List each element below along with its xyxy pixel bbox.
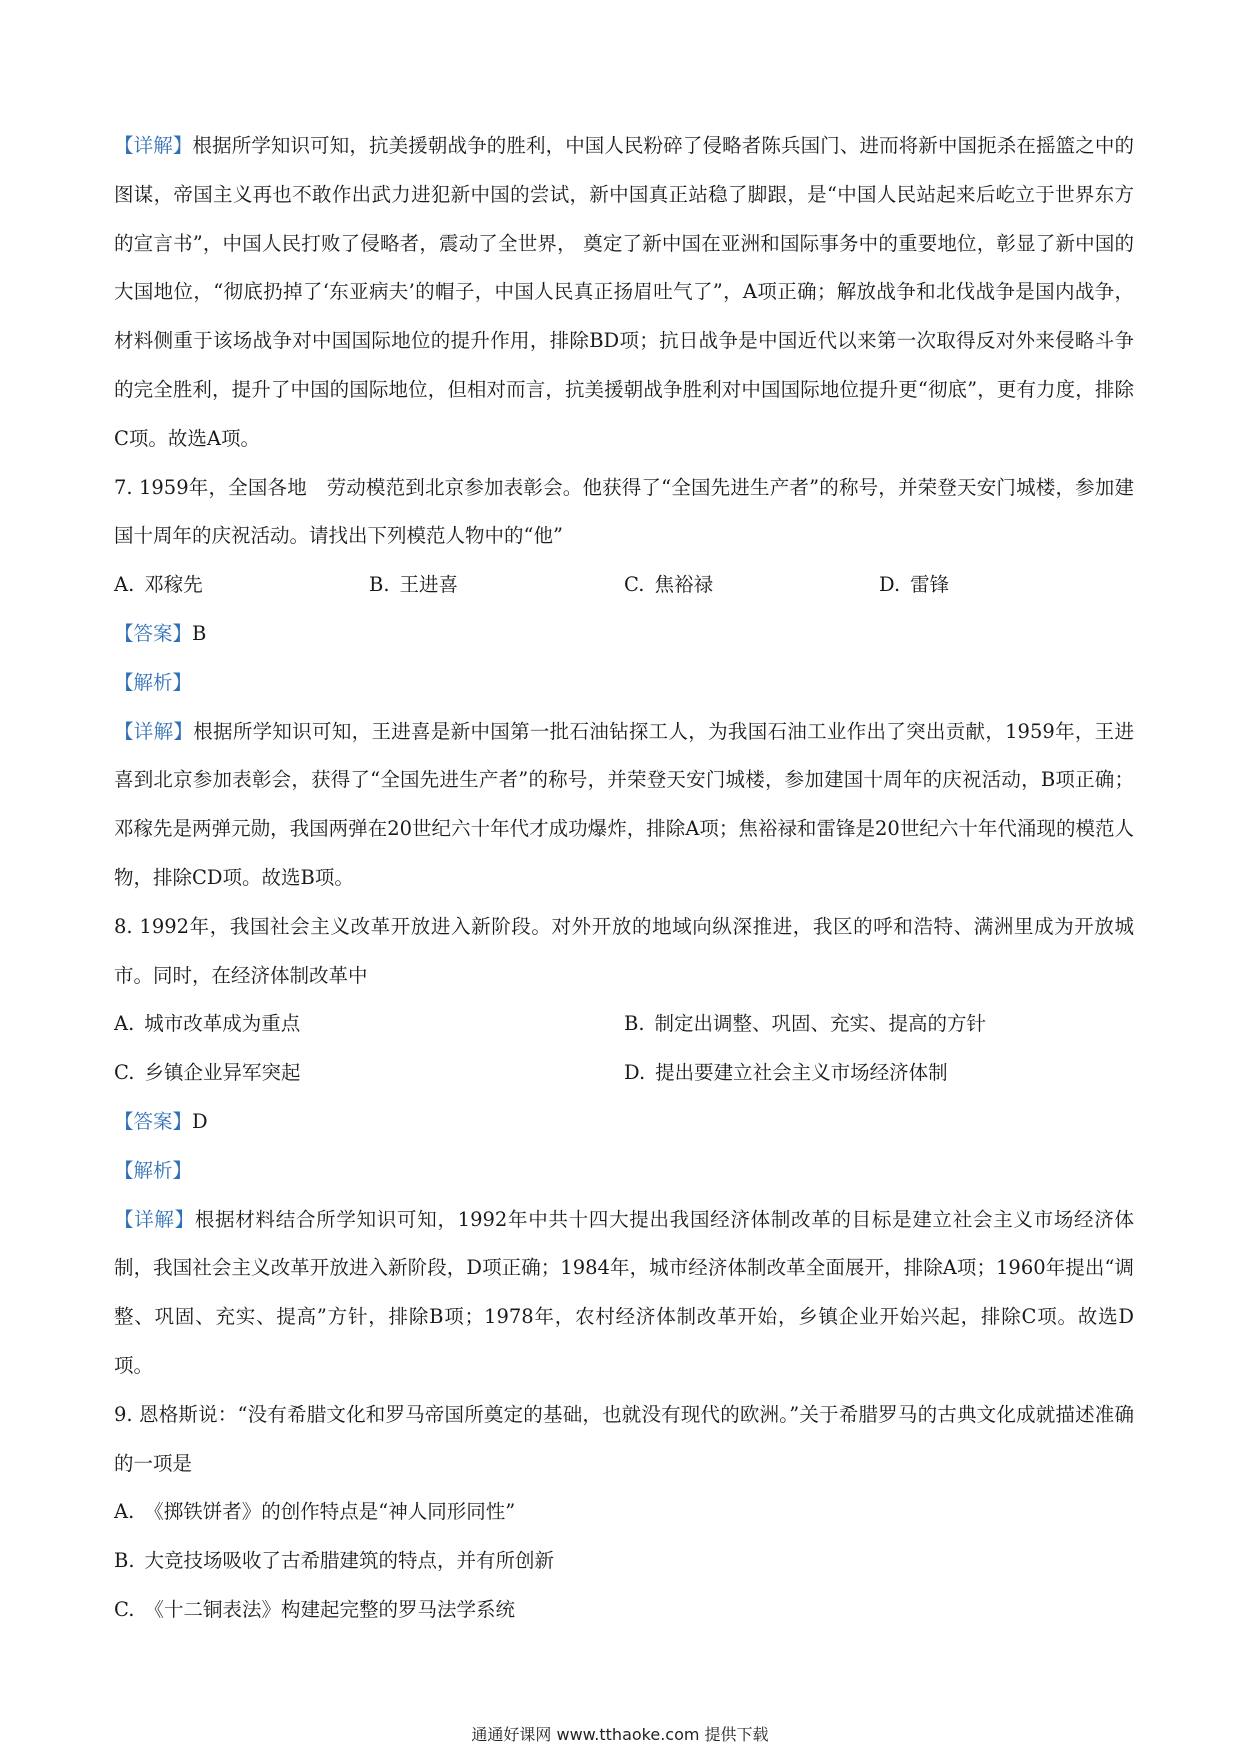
question-7-analysis: 【解析】 <box>114 670 193 694</box>
page-footer: 通通好课网 www.tthaoke.com 提供下载 <box>471 1725 769 1744</box>
question-8-options-row-2 <box>114 1049 1134 1098</box>
question-7-options <box>114 561 1134 610</box>
question-8-stem: 8. 1992年，我国社会主义改革开放进入新阶段。对外开放的地域向纵深推进，我区的呼和浩特、满洲里成为开放城市。同时，在经济体制改革中 <box>114 914 1134 987</box>
question-7-detail: 【详解】根据所学知识可知，王进喜是新中国第一批石油钻探工人，为我国石油工业作出了突出贡献，1959年，王进喜到北京参加表彰会，获得了“全国先进生产者”的称号，并荣登天安门城楼，参加建国十周年的庆祝活动，B项正确；邓稼先是两弹元勋，我国两弹在20世纪六十年代才成功爆炸，排除A项；焦裕禄和雷锋是20世纪六十年代涌现的模范人物，排除CD项。故选B项。 <box>114 719 1134 889</box>
option-a: A. 邓稼先 <box>114 573 203 597</box>
question-9-option-c: C. 《十二铜表法》构建起完整的罗马法学系统 <box>114 1597 515 1621</box>
option-b: B. 制定出调整、巩固、充实、提高的方针 <box>624 1012 987 1036</box>
option-a: A. 城市改革成为重点 <box>114 1012 301 1036</box>
question-7-answer: 【答案】B <box>114 621 207 645</box>
question-8-detail: 【详解】根据材料结合所学知识可知，1992年中共十四大提出我国经济体制改革的目标是建立社会主义市场经济体制，我国社会主义改革开放进入新阶段，D项正确；1984年，城市经济体制改革全面展开，排除A项；1960年提出“调整、巩固、充实、提高”方针，排除B项；1978年，农村经济体制改革开始，乡镇企业开始兴起，排除C项。故选D项。 <box>114 1207 1134 1377</box>
question-7-stem: 7. 1959年，全国各地 劳动模范到北京参加表彰会。他获得了“全国先进生产者”的称号，并荣登天安门城楼，参加建国十周年的庆祝活动。请找出下列模范人物中的“他” <box>114 475 1134 548</box>
option-c: C. 焦裕禄 <box>624 573 713 597</box>
question-8-analysis: 【解析】 <box>114 1158 193 1182</box>
detail-text: 根据所学知识可知，抗美援朝战争的胜利，中国人民粉碎了侵略者陈兵国门、进而将新中国扼杀在摇篮之中的图谋，帝国主义再也不敢作出武力进犯新中国的尝试，新中国真正站稳了脚跟，是“中国人民站起来后屹立于世界东方的宣言书”，中国人民打败了侵略者，震动了全世界， 奠定了新中国在亚洲和国际事务中的重要地位，彰显了新中国的大国地位，“彻底扔掉了‘东亚病夫’的帽子，中国人民真正扬眉吐气了”，A项正确；解放战争和北伐战争是国内战争，材料侧重于该场战争对中国国际地位的提升作用，排除BD项；抗日战争是中国近代以来第一次取得反对外来侵略斗争的完全胜利，提升了中国的国际地位，但相对而言，抗美援朝战争胜利对中国国际地位提升更“彻底”，更有力度，排除C项。故选A项。 <box>114 134 1134 450</box>
prev-detail <box>114 122 1134 464</box>
detail-tag: 【详解】 <box>114 134 193 157</box>
option-b: B. 王进喜 <box>369 573 459 597</box>
question-9-stem: 9. 恩格斯说：“没有希腊文化和罗马帝国所奠定的基础，也就没有现代的欧洲。”关于希腊罗马的古典文化成就描述准确的一项是 <box>114 1402 1134 1475</box>
question-9-option-b: B. 大竞技场吸收了古希腊建筑的特点，并有所创新 <box>114 1549 555 1573</box>
question-9-option-a: A. 《掷铁饼者》的创作特点是“神人同形同性” <box>114 1500 516 1524</box>
option-d: D. 提出要建立社会主义市场经济体制 <box>624 1061 948 1085</box>
option-c: C. 乡镇企业异军突起 <box>114 1061 301 1085</box>
question-8-answer: 【答案】D <box>114 1109 208 1133</box>
option-d: D. 雷锋 <box>879 573 950 597</box>
question-8-options-row-1 <box>114 1000 1134 1049</box>
document-page <box>114 122 1134 1635</box>
